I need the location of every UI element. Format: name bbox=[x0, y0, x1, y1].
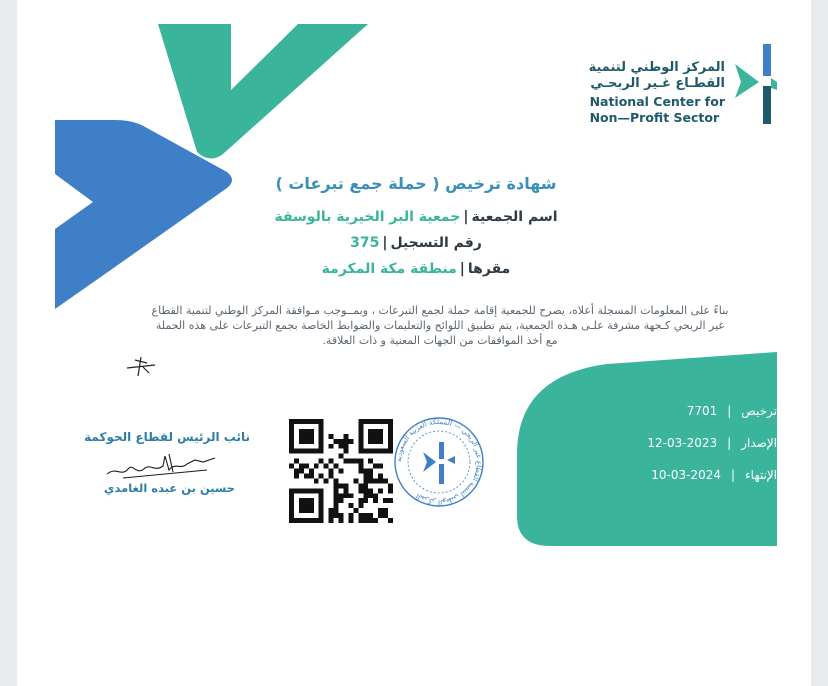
logo-english-line-1: National Center for bbox=[589, 94, 725, 109]
registration-label: رقم التسجيل bbox=[390, 235, 482, 251]
ncnp-logo-icon bbox=[735, 42, 777, 126]
document-page bbox=[17, 0, 811, 686]
handwritten-signature bbox=[103, 448, 223, 484]
certificate-title: شهادة ترخيص ( حملة جمع تبرعات ) bbox=[275, 174, 557, 193]
license-certificate bbox=[55, 24, 777, 548]
handwritten-mark bbox=[125, 354, 159, 378]
registration-value: 375 bbox=[350, 235, 380, 251]
separator: | bbox=[459, 261, 465, 277]
seal-ring-text: المركز الوطني لتنمية القطاع غير الربحي — المملكة العربية السعودية bbox=[394, 417, 484, 507]
expiry-date-row: الإنتهاء|10-03-2024 bbox=[651, 468, 777, 482]
teal-chevron-shape bbox=[158, 24, 368, 159]
issue-date-label: الإصدار bbox=[741, 436, 777, 450]
issue-date-value: 12-03-2023 bbox=[647, 436, 718, 450]
expiry-date-value: 10-03-2024 bbox=[651, 468, 721, 482]
registration-row bbox=[55, 235, 777, 251]
expiry-date-label: الإنتهاء bbox=[745, 468, 777, 482]
official-seal bbox=[389, 412, 489, 512]
license-number-value: 7701 bbox=[686, 404, 718, 418]
logo-arabic-text bbox=[589, 60, 725, 92]
logo-english-text bbox=[590, 94, 725, 126]
association-row bbox=[55, 209, 777, 225]
logo-english-line-2: Non—Profit Sector bbox=[589, 110, 720, 125]
logo-arabic-line-2: القطـاع غـير الربحـي bbox=[590, 76, 725, 91]
paragraph-line-3: مع أخذ الموافقات من الجهات المعنية و ذات العلاقة. bbox=[322, 334, 558, 347]
issue-date-row: الإصدار|12-03-2023 bbox=[647, 436, 777, 450]
license-number-row: ترخيص|7701 bbox=[686, 404, 777, 418]
association-value: جمعية البر الخيرية بالوسقة bbox=[274, 209, 461, 225]
signatory-name: حسين بن عبده الغامدي bbox=[103, 481, 235, 495]
paragraph-line-1: بناءً على المعلومات المسجلة أعلاه، يصرح للجمعية إقامة حملة لجمع التبرعات ، وبمــوجب مـوافقة المركز الوطني لتنمية القطاع bbox=[151, 304, 729, 317]
authorization-paragraph bbox=[105, 303, 775, 348]
separator: | bbox=[382, 235, 388, 251]
headquarters-label: مقرها bbox=[467, 261, 511, 277]
separator: | bbox=[463, 209, 469, 225]
paragraph-line-2: غير الربحي كـجهة مشرفة علـى هـذه الجمعية، يتم تطبيق اللوائح والتعليمات والضوابط الخاصة بجمع التبرعات على هذه الحملة bbox=[155, 319, 725, 332]
signatory-title: نائب الرئيس لقطاع الحوكمة bbox=[84, 430, 250, 444]
license-number-label: ترخيص bbox=[741, 404, 777, 418]
qr-code[interactable] bbox=[289, 419, 393, 523]
headquarters-value: منطقة مكة المكرمة bbox=[321, 261, 457, 277]
association-label: اسم الجمعية bbox=[471, 209, 558, 225]
logo-arabic-line-1: المركز الوطني لتنمية bbox=[588, 60, 725, 75]
headquarters-row bbox=[55, 261, 777, 277]
